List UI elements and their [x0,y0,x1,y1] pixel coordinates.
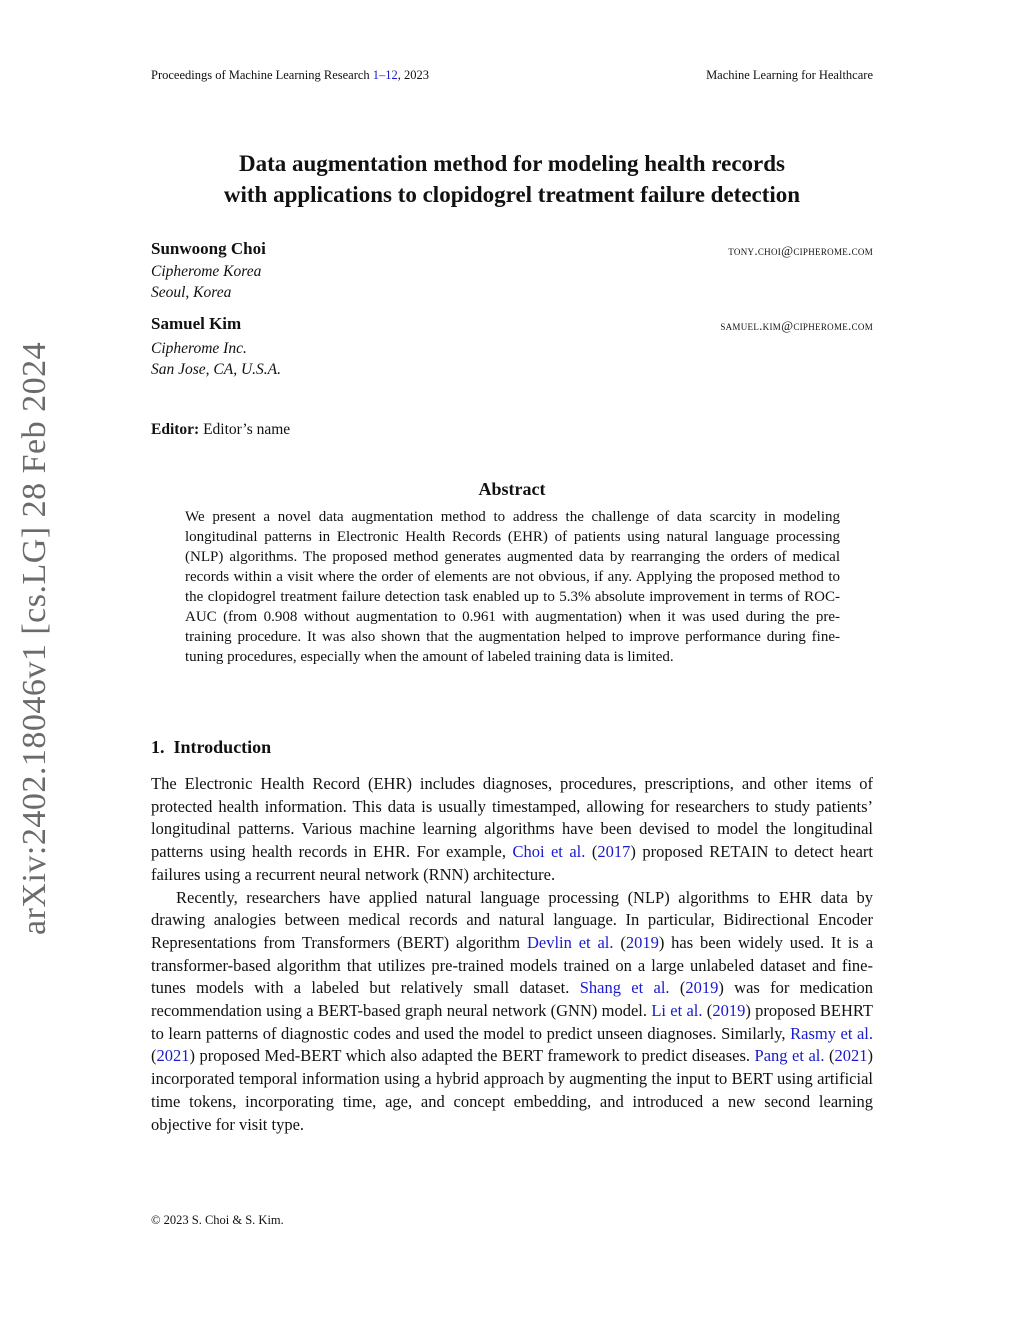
text-run: has been widely used. It is a transformer-based algorithm that utilizes pre-trained models trained on a large unlabeled dataset and fine-tunes models with a labeled but relatively small dataset. [151,932,874,998]
paper-title [0,148,1024,210]
text-run: proposed Med-BERT which also adapted the BERT framework to predict diseases. [195,1046,755,1066]
text-run: incorporated temporal information using a hybrid approach by augmenting the input to BERT using artificial time tokens, incorporating time, age, and concept embedding, and introduced a new second learning objective for visit type. [151,1069,873,1134]
text-run: The Electronic Health Record (EHR) includes diagnoses, procedures, prescriptions, and other items of protected health information. This data is usually timestamped, allowing for researchers to study patients’ longitudinal patterns. Various machine learning algorithms have been devised to model the longitudinal patterns using health records in EHR. For example, [151,774,873,862]
citation-link[interactable]: Choi et al. [512,842,586,862]
citation-link[interactable]: Pang et al. [754,1046,825,1066]
running-header-left [151,68,429,83]
text-run: was for medication recommendation using a BERT-based graph neural network (GNN) model. [151,978,873,1021]
text-run: Recently, researchers have applied natural language processing (NLP) algorithms to EHR data by drawing analogies between medical records and natural language. In particular, Bidirectional Encoder Representations from Transformers (BERT) algorithm [151,887,873,952]
title-line-1: Data augmentation method for modeling health records [238,151,785,176]
abstract-text: We present a novel data augmentation method to address the challenge of data scarcity in modeling longitudinal patterns in Electronic Health Records (EHR) of patients using natural language processing (NLP) algorithms. The proposed method generates augmented data by rearranging the orders of medical records within a visit where the order of elements are not obvious, if any. Applying the proposed method to the clopidogrel treatment failure detection task enabled up to 5.3% absolute improvement in terms of ROC-AUC (from 0.908 without augmentation to 0.961 with augmentation) when it was used during the pre-training procedure. It was also shown that the augmentation helped to improve performance during fine-tuning procedures, especially when the amount of labeled training data is limited. [185,509,840,665]
title-line-2: with applications to clopidogrel treatment failure detection [223,182,801,207]
text-run: proposed RETAIN to detect heart failures using a recurrent neural network (RNN) architecture. [151,842,874,884]
citation-year-link[interactable]: 2021 [156,1046,190,1066]
author-email-2: samuel.kim@cipherome.com [720,318,873,333]
text-run: proposed BEHRT to learn patterns of diagnostic codes and used the model to predict unseen diagnoses. Similarly, [151,1001,873,1043]
author-email-1: tony.choi@cipherome.com [728,243,873,258]
affiliation-location: Seoul, Korea [151,284,232,301]
running-header-right: Machine Learning for Healthcare [706,68,873,82]
citation-year-link[interactable]: 2019 [685,978,719,998]
section-heading-introduction [151,737,271,758]
author-affiliation-2 [151,338,281,380]
venue-text: Proceedings of Machine Learning Research [151,68,373,82]
paragraph-1: The Electronic Health Record (EHR) includes diagnoses, procedures, prescriptions, and other items of protected health information. This data is usually timestamped, allowing for researchers to study patients’ longitudinal patterns. Various machine learning algorithms have been devised to model the longitudinal patterns using health records in EHR. For example, Choi et al. (2017) proposed RETAIN to detect heart failures using a recurrent neural network (RNN) architecture. [151,774,874,884]
author-name-2: Samuel Kim [151,314,242,333]
editor-value: Editor’s name [199,421,291,438]
citation-year-link[interactable]: 2017 [597,842,631,862]
author-name-1: Sunwoong Choi [151,239,266,258]
citation-year-link[interactable]: 2019 [625,932,659,952]
citation-link[interactable]: Devlin et al. [526,932,614,952]
citation-year-link[interactable]: 2019 [712,1001,746,1021]
affiliation-org: Cipherome Inc. [151,340,247,357]
paragraph-2: Recently, researchers have applied natural language processing (NLP) algorithms to EHR data by drawing analogies between medical records and natural language. In particular, Bidirectional Encoder Representations from Transformers (BERT) algorithm Devlin et al. (2019) has been widely used. It is a transformer-based algorithm that utilizes pre-trained models trained on a large unlabeled dataset and fine-tunes models with a labeled but relatively small dataset. Shang et al. (2019) was for medication recommendation using a BERT-based graph neural network (GNN) model. Li et al. (2019) proposed BEHRT to learn patterns of diagnostic codes and used the model to predict unseen diagnoses. Similarly, Rasmy et al. (2021) proposed Med-BERT which also adapted the BERT framework to predict diseases. Pang et al. (2021) incorporated temporal information using a hybrid approach by augmenting the input to BERT using artificial time tokens, incorporating time, age, and concept embedding, and introduced a new second learning objective for visit type. [151,887,874,1134]
pages-link[interactable]: 1–12 [372,68,398,82]
author-affiliation-1 [151,261,261,303]
affiliation-location: San Jose, CA, U.S.A. [151,361,282,378]
citation-link[interactable]: Li et al. [651,1001,703,1021]
venue-year: , 2023 [397,68,430,82]
citation-link[interactable]: Rasmy et al. [790,1023,873,1043]
section-title: Introduction [173,737,272,757]
arxiv-stamp: arXiv:2402.18046v1 [cs.LG] 28 Feb 2024 [16,341,53,935]
citation-year-link[interactable]: 2021 [834,1046,868,1066]
editor-line [151,421,290,439]
editor-label: Editor: [151,421,200,438]
introduction-body [151,773,873,1136]
affiliation-org: Cipherome Korea [151,263,262,280]
copyright-notice: © 2023 S. Choi & S. Kim. [151,1213,284,1227]
abstract-heading: Abstract [478,479,546,499]
section-number: 1. [151,737,165,757]
citation-link[interactable]: Shang et al. [579,978,670,998]
